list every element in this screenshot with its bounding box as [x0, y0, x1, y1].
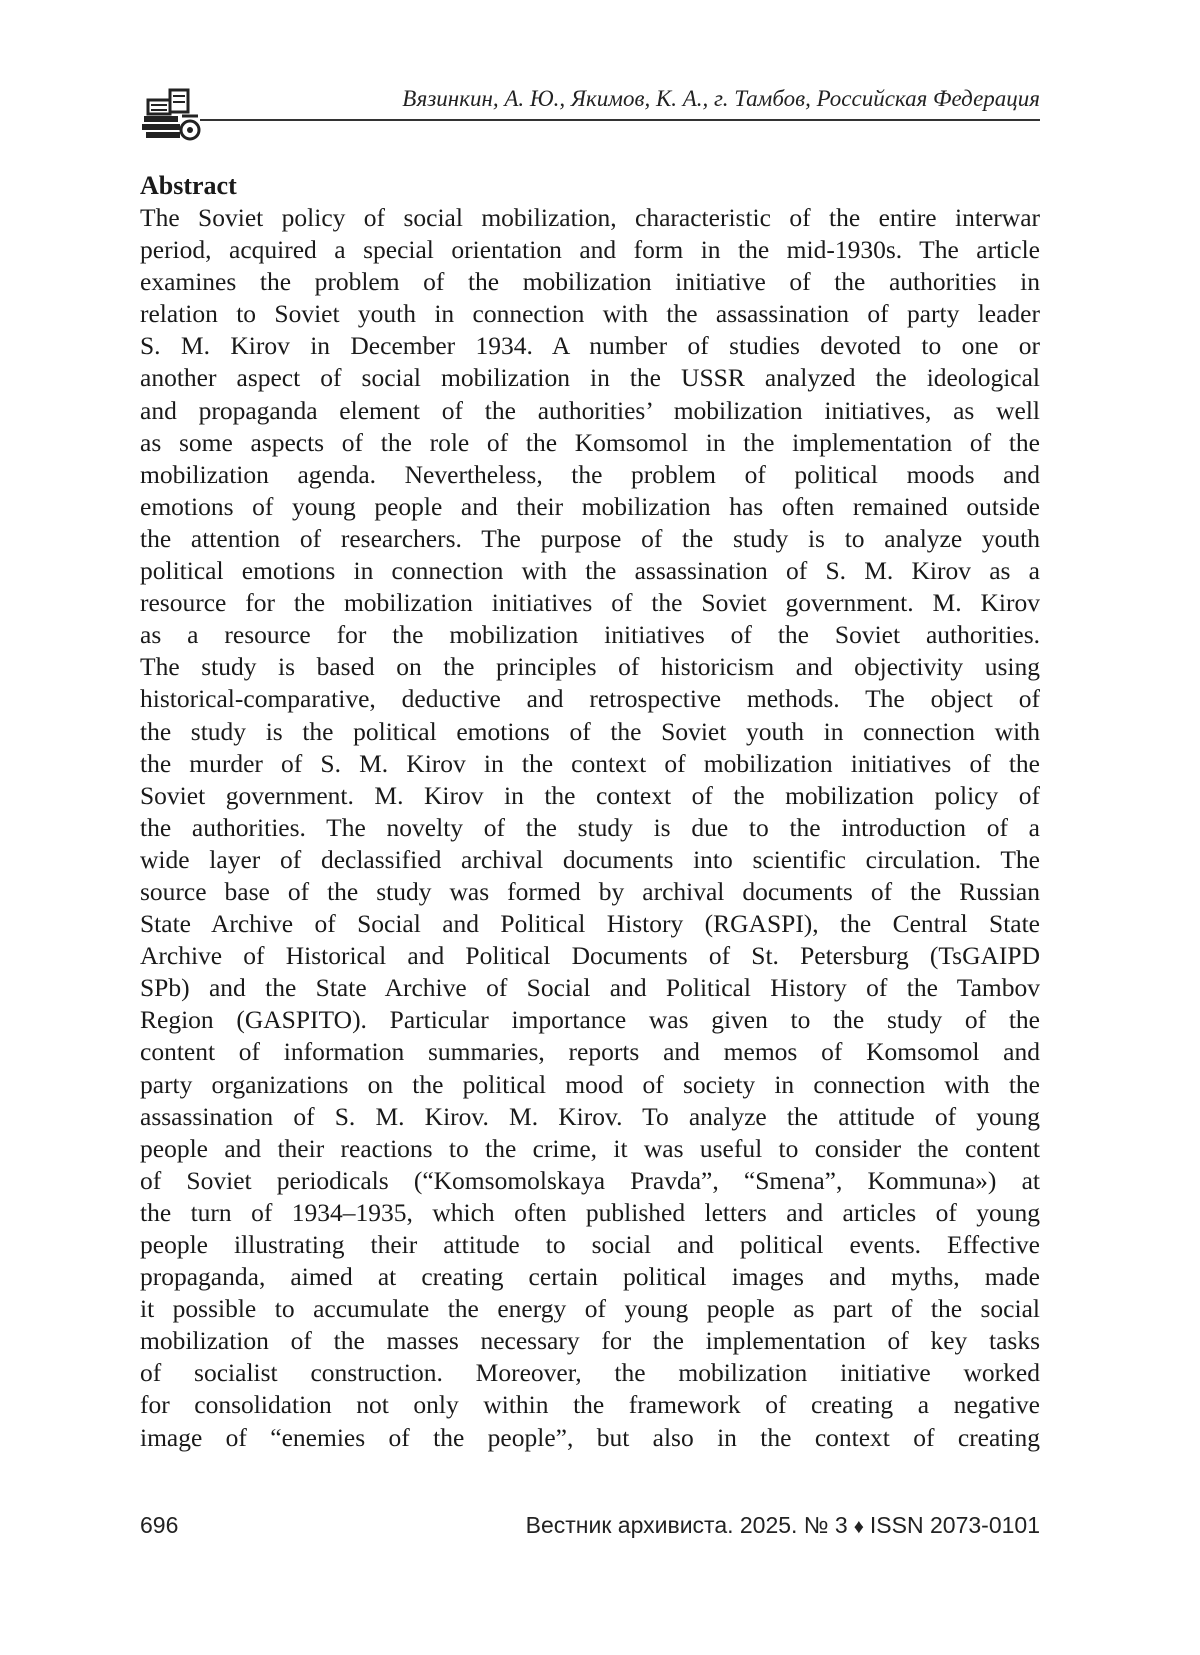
abstract-line: State Archive of Social and Political History (RGASPI), the Central State — [140, 909, 1040, 939]
abstract-line: resource for the mobilization initiatives of the Soviet government. M. Kirov — [140, 588, 1040, 618]
abstract-line: Archive of Historical and Political Documents of St. Petersburg (TsGAIPD — [140, 941, 1040, 971]
abstract-line: of socialist construction. Moreover, the mobilization initiative worked — [140, 1358, 1040, 1388]
running-title: Вязинкин, А. Ю., Якимов, К. А., г. Тамбов, Российская Федерация — [402, 86, 1040, 111]
abstract-line: wide layer of declassified archival documents into scientific circulation. The — [140, 844, 1040, 874]
journal-info — [526, 1512, 1040, 1539]
abstract-line: relation to Soviet youth in connection with the assassination of party leader — [140, 299, 1040, 329]
abstract-section — [140, 170, 1040, 1454]
abstract-line: Soviet government. M. Kirov in the context of the mobilization policy of — [140, 780, 1040, 810]
archive-logo-icon — [140, 86, 204, 144]
abstract-line: historical-comparative, deductive and retrospective methods. The object of — [140, 684, 1040, 714]
abstract-line: content of information summaries, reports and memos of Komsomol and — [140, 1037, 1040, 1067]
abstract-line: S. M. Kirov in December 1934. A number of studies devoted to one or — [140, 331, 1040, 361]
abstract-line: propaganda, aimed at creating certain political images and myths, made — [140, 1262, 1040, 1292]
abstract-line: party organizations on the political mood of society in connection with the — [140, 1069, 1040, 1099]
abstract-line: for consolidation not only within the framework of creating a negative — [140, 1390, 1040, 1420]
abstract-line: the authorities. The novelty of the study is due to the introduction of a — [140, 812, 1040, 842]
journal-title: Вестник архивиста. 2025. № 3 — [525, 1512, 848, 1538]
abstract-line: The study is based on the principles of historicism and objectivity using — [140, 652, 1040, 682]
abstract-line: period, acquired a special orientation and form in the mid-1930s. The article — [140, 235, 1040, 265]
abstract-line: the turn of 1934–1935, which often published letters and articles of young — [140, 1197, 1040, 1227]
abstract-body — [140, 202, 1040, 1454]
abstract-line: The Soviet policy of social mobilization, characteristic of the entire interwar — [140, 203, 1040, 232]
abstract-line: source base of the study was formed by archival documents of the Russian — [140, 876, 1040, 906]
abstract-line: the study is the political emotions of the Soviet youth in connection with — [140, 716, 1040, 746]
abstract-line: image of “enemies of the people”, but also in the context of creating — [140, 1422, 1040, 1452]
abstract-line: another aspect of social mobilization in the USSR analyzed the ideological — [140, 363, 1040, 393]
abstract-line: assassination of S. M. Kirov. M. Kirov. To analyze the attitude of young — [140, 1101, 1040, 1131]
issn: ISSN 2073-0101 — [869, 1512, 1040, 1538]
abstract-line: people and their reactions to the crime, it was useful to consider the content — [140, 1133, 1040, 1163]
abstract-line: as a resource for the mobilization initiatives of the Soviet authorities. — [140, 620, 1040, 650]
abstract-line: Region (GASPITO). Particular importance was given to the study of the — [140, 1005, 1040, 1035]
abstract-line: mobilization agenda. Nevertheless, the problem of political moods and — [140, 459, 1040, 489]
abstract-line: of Soviet periodicals (“Komsomolskaya Pravda”, “Smena”, Kommuna») at — [140, 1165, 1040, 1195]
abstract-line: and propaganda element of the authorities’ mobilization initiatives, as well — [140, 395, 1040, 425]
diamond-separator-icon: ♦ — [853, 1516, 864, 1538]
abstract-line: the murder of S. M. Kirov in the context of mobilization initiatives of the — [140, 748, 1040, 778]
page-number: 696 — [140, 1512, 179, 1538]
abstract-line: examines the problem of the mobilization initiative of the authorities in — [140, 267, 1040, 297]
abstract-line: the attention of researchers. The purpose of the study is to analyze youth — [140, 523, 1040, 553]
running-header — [140, 82, 1040, 122]
abstract-line: emotions of young people and their mobilization has often remained outside — [140, 491, 1040, 521]
header-rule — [200, 119, 1040, 121]
page-footer — [140, 1512, 1040, 1544]
abstract-line: it possible to accumulate the energy of young people as part of the social — [140, 1294, 1040, 1324]
abstract-line: as some aspects of the role of the Komsomol in the implementation of the — [140, 427, 1040, 457]
abstract-line: political emotions in connection with the assassination of S. M. Kirov as a — [140, 556, 1040, 586]
abstract-line: people illustrating their attitude to social and political events. Effective — [140, 1230, 1040, 1259]
abstract-line: mobilization of the masses necessary for the implementation of key tasks — [140, 1326, 1040, 1356]
abstract-heading: Abstract — [140, 171, 237, 200]
abstract-line: SPb) and the State Archive of Social and Political History of the Tambov — [140, 973, 1040, 1003]
